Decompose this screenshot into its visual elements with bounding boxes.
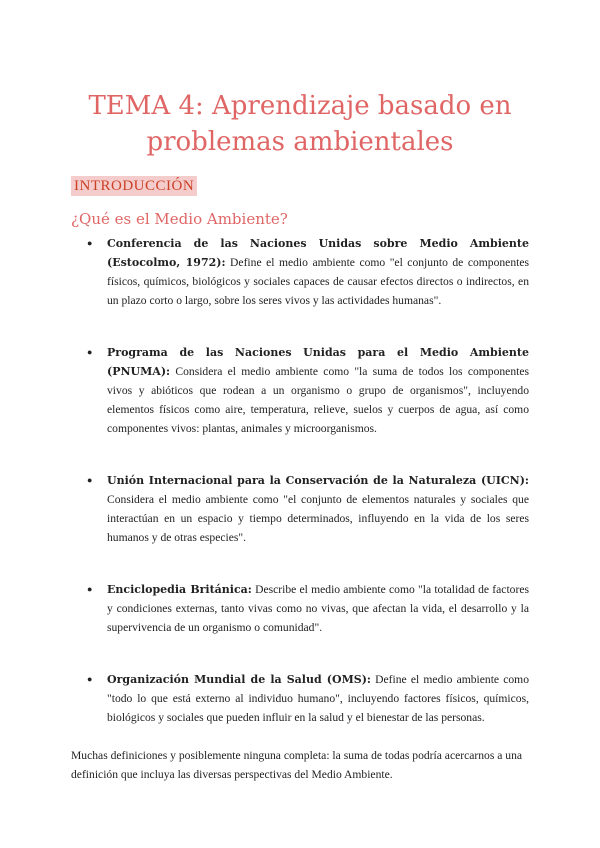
- definition-source: Organización Mundial de la Salud (OMS):: [107, 673, 371, 686]
- definition-item-estocolmo: [87, 234, 530, 310]
- closing-paragraph: Muchas definiciones y posiblemente ninguna completa: la suma de todas podría acercarnos a una definición que incluya las diversas perspectivas del Medio Ambiente.: [71, 749, 523, 781]
- definition-item-britanica: [87, 580, 529, 637]
- definition-source: Programa de las Naciones Unidas para el Medio Ambiente (PNUMA):: [107, 346, 529, 378]
- definition-text: Considera el medio ambiente como "la suma de todos los componentes vivos y abióticos que rodean a un organismo o grupo de organismos", incluyendo elementos físicos como aire, temperatura, relieve, suelos y cuerpos de agua, así como componentes vivos: plantas, animales y microorganismos.: [107, 365, 529, 435]
- definition-item-oms: [87, 670, 529, 727]
- document-title: TEMA 4: Aprendizaje basado en problemas ambientales: [88, 91, 512, 157]
- definitions-list: [71, 234, 529, 727]
- definition-text: Define el medio ambiente como "todo lo que está externo al individuo humano", incluyendo factores físicos, químicos, biológicos y sociales que pueden influir en la salud y el bienestar de las personas.: [107, 673, 529, 724]
- definition-item-pnuma: [87, 343, 529, 438]
- definition-source: Enciclopedia Británica:: [107, 583, 252, 596]
- subtitle-que-es-medio-ambiente: ¿Qué es el Medio Ambiente?: [71, 210, 288, 228]
- definition-item-uicn: [87, 471, 529, 547]
- section-heading-wrapper: [71, 176, 529, 196]
- definition-text: Define el medio ambiente como "el conjunto de componentes físicos, químicos, biológicos y sociales capaces de causar efectos directos o indirectos, en un plazo corto o largo, sobre los seres vivos y las actividades humanas".: [107, 256, 530, 307]
- definition-source: Conferencia de las Naciones Unidas sobre Medio Ambiente (Estocolmo, 1972):: [107, 237, 529, 269]
- definition-text: Considera el medio ambiente como "el conjunto de elementos naturales y sociales que interactúan en un espacio y tiempo determinados, influyendo en la vida de los seres humanos y de otras especies".: [107, 493, 529, 544]
- bullet-icon: ●: [87, 238, 93, 248]
- section-heading-introduccion: INTRODUCCIÓN: [71, 176, 197, 196]
- definition-source: Unión Internacional para la Conservación de la Naturaleza (UICN):: [107, 474, 529, 487]
- bullet-icon: ●: [87, 674, 93, 684]
- bullet-icon: ●: [87, 475, 93, 485]
- bullet-icon: ●: [87, 347, 93, 357]
- definition-text: Describe el medio ambiente como "la totalidad de factores y condiciones externas, tanto vivas como no vivas, que afectan la vida, el desarrollo y la supervivencia de un organismo o comunidad".: [107, 583, 529, 634]
- bullet-icon: ●: [87, 584, 93, 594]
